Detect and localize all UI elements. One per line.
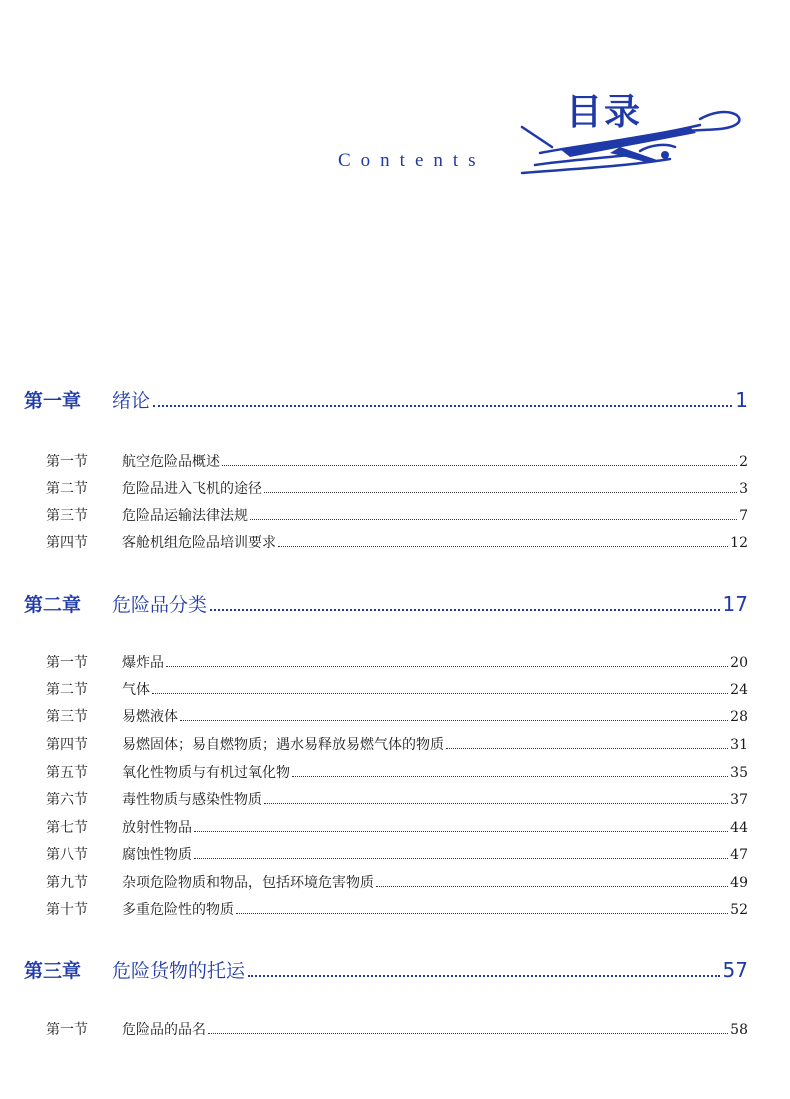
dot-leader — [278, 546, 728, 547]
section-title: 放射性物品 — [122, 820, 192, 836]
toc-section[interactable] — [46, 706, 748, 726]
dot-leader — [292, 776, 728, 777]
dot-leader — [264, 492, 737, 493]
section-number: 第一节 — [46, 454, 88, 470]
dot-leader — [208, 1033, 728, 1034]
section-page: 47 — [730, 847, 748, 863]
toc-chapter[interactable] — [24, 590, 748, 617]
chapter-number: 第一章 — [24, 390, 82, 412]
section-page: 2 — [739, 454, 748, 470]
section-page: 28 — [730, 709, 748, 725]
section-number: 第三节 — [46, 709, 88, 725]
chapter-number: 第三章 — [24, 960, 82, 982]
section-title: 易燃固体；易自燃物质；遇水易释放易燃气体的物质 — [122, 737, 444, 753]
section-title: 气体 — [122, 682, 150, 698]
toc-section[interactable] — [46, 872, 748, 892]
section-number: 第四节 — [46, 737, 88, 753]
dot-leader — [153, 405, 732, 407]
section-number: 第六节 — [46, 792, 88, 808]
dot-leader — [166, 666, 728, 667]
section-number: 第一节 — [46, 1022, 88, 1038]
section-number: 第七节 — [46, 820, 88, 836]
dot-leader — [236, 913, 728, 914]
chapter-title: 绪论 — [112, 390, 151, 412]
section-page: 3 — [739, 481, 748, 497]
toc-section[interactable] — [46, 899, 748, 919]
toc-section[interactable] — [46, 789, 748, 809]
dot-leader — [210, 609, 720, 611]
section-title: 多重危险性的物质 — [122, 902, 234, 918]
section-number: 第八节 — [46, 847, 88, 863]
section-number: 第一节 — [46, 655, 88, 671]
dot-leader — [248, 975, 720, 977]
section-title: 杂项危险物质和物品，包括环境危害物质 — [122, 875, 374, 891]
page-title: 目录 — [566, 91, 643, 133]
section-title: 航空危险品概述 — [122, 454, 220, 470]
section-page: 35 — [730, 765, 748, 781]
chapter-number: 第二章 — [24, 594, 82, 616]
section-page: 20 — [730, 655, 748, 671]
section-page: 52 — [730, 902, 748, 918]
section-number: 第二节 — [46, 682, 88, 698]
section-page: 12 — [730, 535, 748, 551]
section-number: 第十节 — [46, 902, 88, 918]
chapter-page: 57 — [722, 958, 748, 982]
dot-leader — [264, 803, 728, 804]
dot-leader — [222, 465, 737, 466]
chapter-page: 17 — [722, 592, 748, 616]
toc-section[interactable] — [46, 762, 748, 782]
toc-section[interactable] — [46, 844, 748, 864]
toc-section[interactable] — [46, 652, 748, 672]
section-title: 易燃液体 — [122, 709, 178, 725]
chapter-title: 危险货物的托运 — [112, 960, 246, 982]
dot-leader — [446, 748, 728, 749]
section-page: 49 — [730, 875, 748, 891]
toc-section[interactable] — [46, 505, 748, 525]
section-page: 37 — [730, 792, 748, 808]
dot-leader — [250, 519, 737, 520]
section-title: 氧化性物质与有机过氧化物 — [122, 765, 290, 781]
section-page: 44 — [730, 820, 748, 836]
section-title: 客舱机组危险品培训要求 — [122, 535, 276, 551]
section-title: 毒性物质与感染性物质 — [122, 792, 262, 808]
section-number: 第五节 — [46, 765, 88, 781]
toc-section[interactable] — [46, 451, 748, 471]
dot-leader — [194, 858, 728, 859]
section-title: 危险品的品名 — [122, 1022, 206, 1038]
dot-leader — [152, 693, 728, 694]
section-title: 腐蚀性物质 — [122, 847, 192, 863]
toc-chapter[interactable] — [24, 386, 748, 413]
section-page: 58 — [730, 1022, 748, 1038]
header — [0, 0, 790, 200]
chapter-page: 1 — [735, 388, 748, 412]
dot-leader — [194, 831, 728, 832]
section-number: 第四节 — [46, 535, 88, 551]
toc-section[interactable] — [46, 734, 748, 754]
toc-section[interactable] — [46, 1019, 748, 1039]
toc-section[interactable] — [46, 532, 748, 552]
toc-chapter[interactable] — [24, 956, 748, 983]
section-page: 24 — [730, 682, 748, 698]
section-page: 31 — [730, 737, 748, 753]
section-number: 第九节 — [46, 875, 88, 891]
section-number: 第三节 — [46, 508, 88, 524]
section-title: 危险品进入飞机的途径 — [122, 481, 262, 497]
section-page: 7 — [739, 508, 748, 524]
chapter-title: 危险品分类 — [112, 594, 208, 616]
page-subtitle: Contents — [338, 150, 486, 171]
section-title: 爆炸品 — [122, 655, 164, 671]
section-title: 危险品运输法律法规 — [122, 508, 248, 524]
toc-section[interactable] — [46, 679, 748, 699]
dot-leader — [376, 886, 728, 887]
dot-leader — [180, 720, 728, 721]
section-number: 第二节 — [46, 481, 88, 497]
toc-section[interactable] — [46, 478, 748, 498]
toc-section[interactable] — [46, 817, 748, 837]
